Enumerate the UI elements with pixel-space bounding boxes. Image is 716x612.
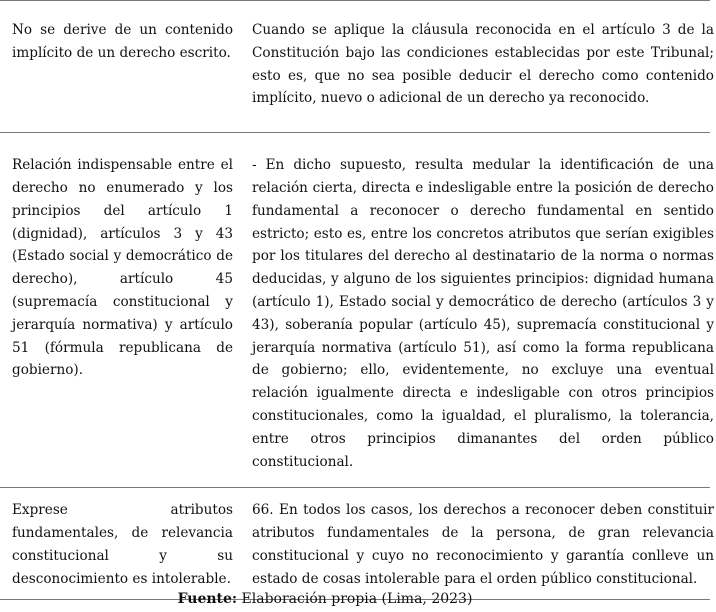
- description-cell: - En dicho supuesto, resulta medular la identificación de una relación cierta, directa e indesligable entre la posición de derecho fundamental a reconocer o derecho fundamental en sentido estricto; esto es, entre los concretos atributos que serían exigibles por los titulares del derecho al destinatario de la norma o normas deducidas, y alguno de los siguientes principios: dignidad humana (artículo 1), Estado social y democrático de derecho (artículos 3 y 43), soberanía popular (artículo 45), supremacía constitucional y jerarquía normativa (artículo 51), así como la forma republicana de gobierno; ello, evidentemente, no excluye una eventual relación igualmente directa e indesligable con otros principios constitucionales, como la igualdad, el pluralismo, la tolerancia, entre otros principios dimanantes del orden público constitucional.: [252, 157, 714, 470]
- source-caption: [0, 589, 650, 609]
- criterion-cell: Exprese atributos fundamentales, de relevancia constitucional y su desconocimiento es intolerable.: [12, 502, 233, 587]
- description-cell: Cuando se aplique la cláusula reconocida en el artículo 3 de la Constitución bajo las condiciones establecidas por este Tribunal; esto es, que no sea posible deducir el derecho como contenido implícito, nuevo o adicional de un derecho ya reconocido.: [252, 22, 714, 107]
- criterion-cell: No se derive de un contenido implícito de un derecho escrito.: [12, 22, 233, 61]
- table-row: [0, 488, 714, 599]
- criterion-cell: Relación indispensable entre el derecho no enumerado y los principios del artículo 1 (dignidad), artículos 3 y 43 (Estado social y democrático de derecho), artículo 45 (supremacía constitucional y jerarquía normativa) y artículo 51 (fórmula republicana de gobierno).: [12, 157, 233, 379]
- table-row: [0, 133, 714, 488]
- source-label: Fuente:: [177, 591, 238, 607]
- description-cell: 66. En todos los casos, los derechos a reconocer deben constituir atributos fundamentales de la persona, de gran relevancia constitucional y cuyo no reconocimiento y garantía conlleve un estado de cosas intolerable para el orden público constitucional.: [252, 502, 714, 587]
- source-text: Elaboración propia (Lima, 2023): [241, 591, 473, 607]
- table-row: [0, 1, 714, 133]
